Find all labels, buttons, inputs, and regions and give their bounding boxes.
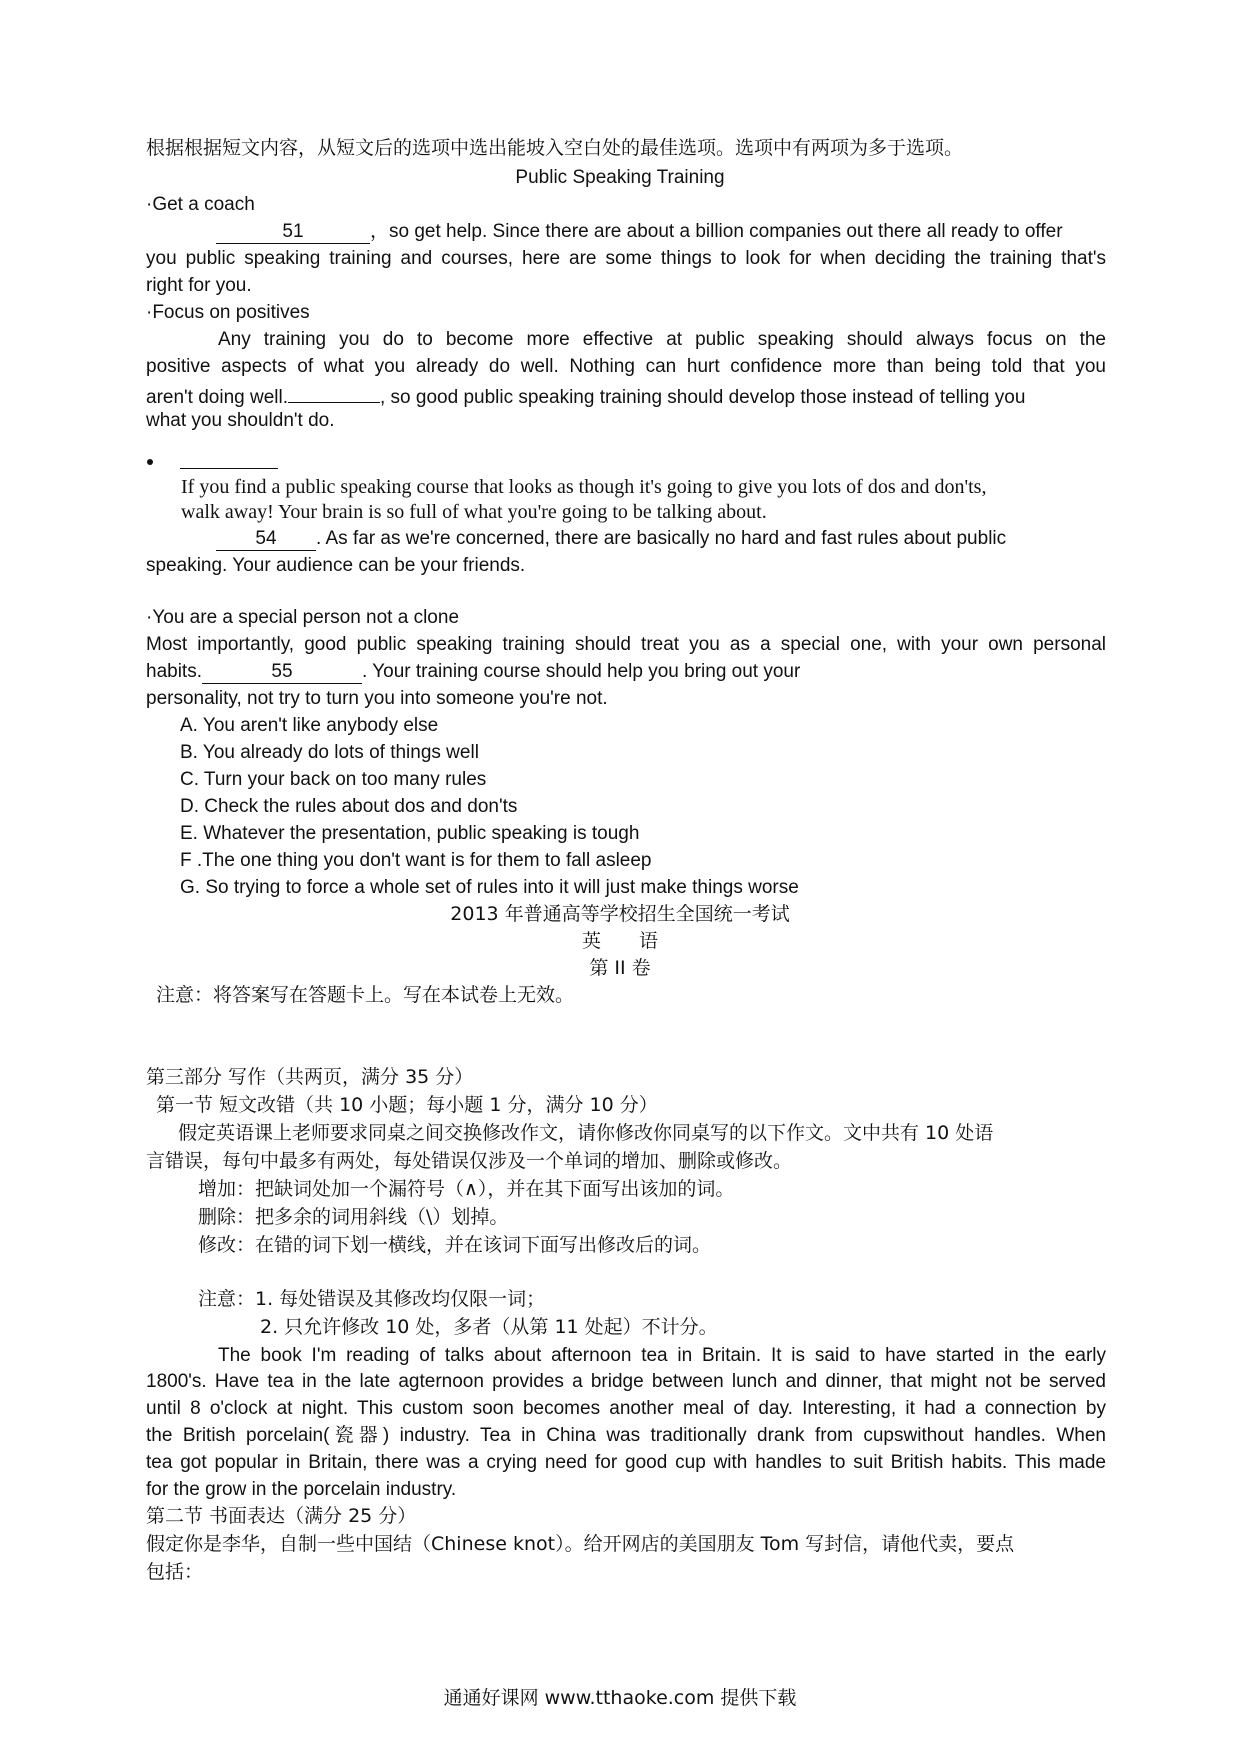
option-d: D. Check the rules about dos and don'ts: [180, 796, 518, 817]
essay-line-4: the British porcelain(瓷器) industry. Tea in China was traditionally drank from cupswithout handles. When: [146, 1425, 1106, 1446]
part3-heading: 第三部分 写作（共两页，满分 35 分）: [146, 1066, 474, 1088]
volume-title: 第 II 卷: [589, 957, 651, 979]
blank-53[interactable]: [180, 446, 278, 469]
section2-line-1: 假定你是李华，自制一些中国结（Chinese knot）。给开网店的美国朋友 Tom 写封信，请他代卖，要点: [146, 1533, 1015, 1555]
bullet-icon: [147, 459, 153, 465]
note-2: 2. 只允许修改 10 处，多者（从第 11 处起）不计分。: [260, 1316, 718, 1338]
positives-paragraph-line-1: Any training you do to become more effective at public speaking should always focus on the: [218, 329, 1106, 350]
blank-55[interactable]: 55: [202, 661, 362, 684]
option-a: A. You aren't like anybody else: [180, 715, 439, 736]
blank-52[interactable]: [288, 380, 380, 403]
section2-line-2: 包括：: [146, 1561, 204, 1583]
positives-text-3b: , so good public speaking training should develop those instead of telling you: [380, 387, 1026, 408]
note-1: 注意：1. 每处错误及其修改均仅限一词；: [198, 1288, 546, 1310]
option-e: E. Whatever the presentation, public speaking is tough: [180, 823, 640, 844]
option-f: F .The one thing you don't want is for them to fall asleep: [180, 850, 652, 871]
coach-text-1: ，so get help. Since there are about a billion companies out there all ready to offer: [370, 221, 1063, 242]
positives-heading: ·Focus on positives: [146, 302, 310, 323]
rules-text-3: . As far as we're concerned, there are basically no hard and fast rules about public: [316, 528, 1007, 549]
special-text-2b: . Your training course should help you bring out your: [361, 661, 801, 682]
section1-heading: 第一节 短文改错（共 10 小题；每小题 1 分，满分 10 分）: [156, 1094, 658, 1116]
section1-intro-line-2: 言错误，每句中最多有两处，每处错误仅涉及一个单词的增加、删除或修改。: [146, 1150, 793, 1172]
rules-paragraph-line-4: speaking. Your audience can be your friends.: [146, 555, 526, 576]
section2-heading: 第二节 书面表达（满分 25 分）: [146, 1505, 417, 1527]
add-rule: 增加：把缺词处加一个漏符号（∧），并在其下面写出该加的词。: [198, 1178, 735, 1200]
special-paragraph-line-2: [146, 658, 1106, 685]
answer-notice: 注意：将答案写在答题卡上。写在本试卷上无效。: [156, 984, 575, 1006]
coach-heading: ·Get a coach: [146, 194, 255, 215]
option-g: G. So trying to force a whole set of rules into it will just make things worse: [180, 877, 799, 898]
delete-rule: 删除：把多余的词用斜线（\）划掉。: [198, 1206, 509, 1228]
blank-51[interactable]: 51: [216, 221, 370, 244]
positives-paragraph-line-4: what you shouldn't do.: [146, 410, 335, 431]
instructions: 根据根据短文内容，从短文后的选项中选出能坡入空白处的最佳选项。选项中有两项为多于选项。: [146, 137, 964, 159]
rules-paragraph-line-3: [216, 525, 1106, 552]
essay-line-3: until 8 o'clock at night. This custom soon becomes another meal of day. Interesting, it had a connection by: [146, 1398, 1106, 1419]
exam-title: 2013 年普通高等学校招生全国统一考试: [450, 903, 790, 925]
rules-paragraph-line-2: walk away! Your brain is so full of what you're going to be talking about.: [181, 501, 767, 523]
coach-paragraph-line-2: you public speaking training and courses, here are some things to look for when deciding the training that's: [146, 248, 1106, 269]
special-heading: ·You are a special person not a clone: [146, 607, 460, 628]
positives-text-3a: aren't doing well.: [146, 387, 288, 408]
essay-line-5: tea got popular in Britain, there was a crying need for good cup with handles to suit British habits. This made: [146, 1452, 1106, 1473]
footer-download-note: 通通好课网 www.tthaoke.com 提供下载: [443, 1687, 797, 1709]
essay-line-2: 1800's. Have tea in the late agternoon provides a bridge between lunch and dinner, that might not be served: [146, 1371, 1106, 1392]
coach-paragraph-line-1: [216, 218, 1106, 245]
option-b: B. You already do lots of things well: [180, 742, 479, 763]
modify-rule: 修改：在错的词下划一横线，并在该词下面写出修改后的词。: [198, 1234, 712, 1256]
subject-title: 英 语: [581, 930, 658, 952]
essay-line-1: The book I'm reading of talks about afternoon tea in Britain. It is said to have started in the early: [218, 1345, 1106, 1366]
section1-intro-line-1: 假定英语课上老师要求同桌之间交换修改作文，请你修改你同桌写的以下作文。文中共有 10 处语: [178, 1122, 994, 1144]
special-text-2a: habits.: [146, 661, 202, 682]
special-paragraph-line-3: personality, not try to turn you into someone you're not.: [146, 688, 608, 709]
special-paragraph-line-1: Most importantly, good public speaking training should treat you as a special one, with your own personal: [146, 634, 1106, 655]
blank-54[interactable]: 54: [216, 528, 316, 551]
positives-paragraph-line-2: positive aspects of what you already do well. Nothing can hurt confidence more than being told that you: [146, 356, 1106, 377]
essay-line-6: for the grow in the porcelain industry.: [146, 1479, 457, 1500]
coach-paragraph-line-3: right for you.: [146, 275, 252, 296]
passage-title: Public Speaking Training: [515, 167, 725, 188]
rules-paragraph-line-1: If you find a public speaking course that looks as though it's going to give you lots of dos and don'ts,: [181, 476, 987, 498]
option-c: C. Turn your back on too many rules: [180, 769, 487, 790]
